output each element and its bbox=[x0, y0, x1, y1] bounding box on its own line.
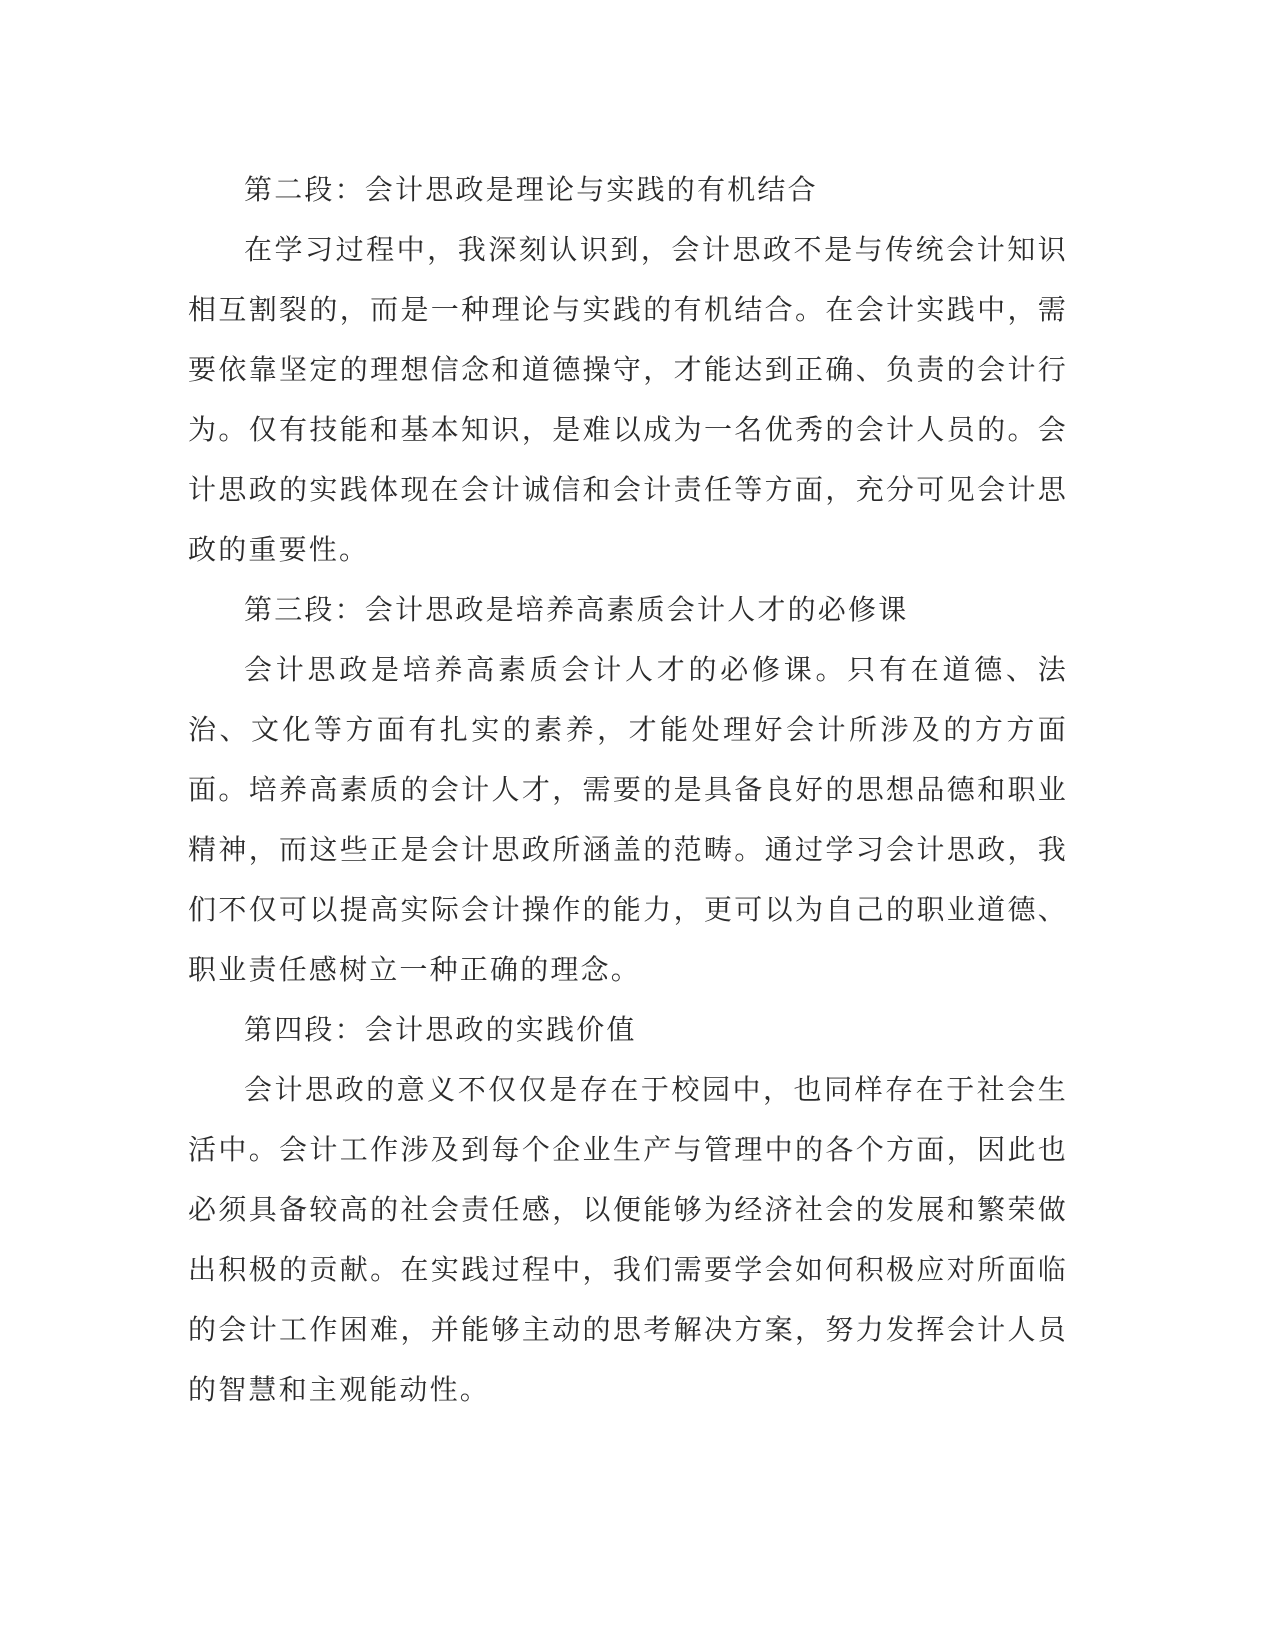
section-paragraph-3: 会计思政是培养高素质会计人才的必修课。只有在道德、法治、文化等方面有扎实的素养，才能处理好会计所涉及的方方面面。培养高素质的会计人才，需要的是具备良好的思想品德和职业精神，而这些正是会计思政所涵盖的范畴。通过学习会计思政，我们不仅可以提高实际会计操作的能力，更可以为自己的职业道德、职业责任感树立一种正确的理念。 bbox=[188, 653, 1068, 986]
section-paragraph-2: 在学习过程中，我深刻认识到，会计思政不是与传统会计知识相互割裂的，而是一种理论与实践的有机结合。在会计实践中，需要依靠坚定的理想信念和道德操守，才能达到正确、负责的会计行为。仅有技能和基本知识，是难以成为一名优秀的会计人员的。会计思政的实践体现在会计诚信和会计责任等方面，充分可见会计思政的重要性。 bbox=[188, 233, 1068, 566]
section-heading-2: 第二段：会计思政是理论与实践的有机结合 bbox=[244, 173, 818, 206]
section-paragraph-4: 会计思政的意义不仅仅是存在于校园中，也同样存在于社会生活中。会计工作涉及到每个企业生产与管理中的各个方面，因此也必须具备较高的社会责任感，以便能够为经济社会的发展和繁荣做出积极的贡献。在实践过程中，我们需要学会如何积极应对所面临的会计工作困难，并能够主动的思考解决方案，努力发挥会计人员的智慧和主观能动性。 bbox=[188, 1073, 1068, 1406]
section-heading-4: 第四段：会计思政的实践价值 bbox=[244, 1013, 637, 1046]
document-body bbox=[188, 160, 1068, 1420]
section-heading-3: 第三段：会计思政是培养高素质会计人才的必修课 bbox=[244, 593, 909, 626]
